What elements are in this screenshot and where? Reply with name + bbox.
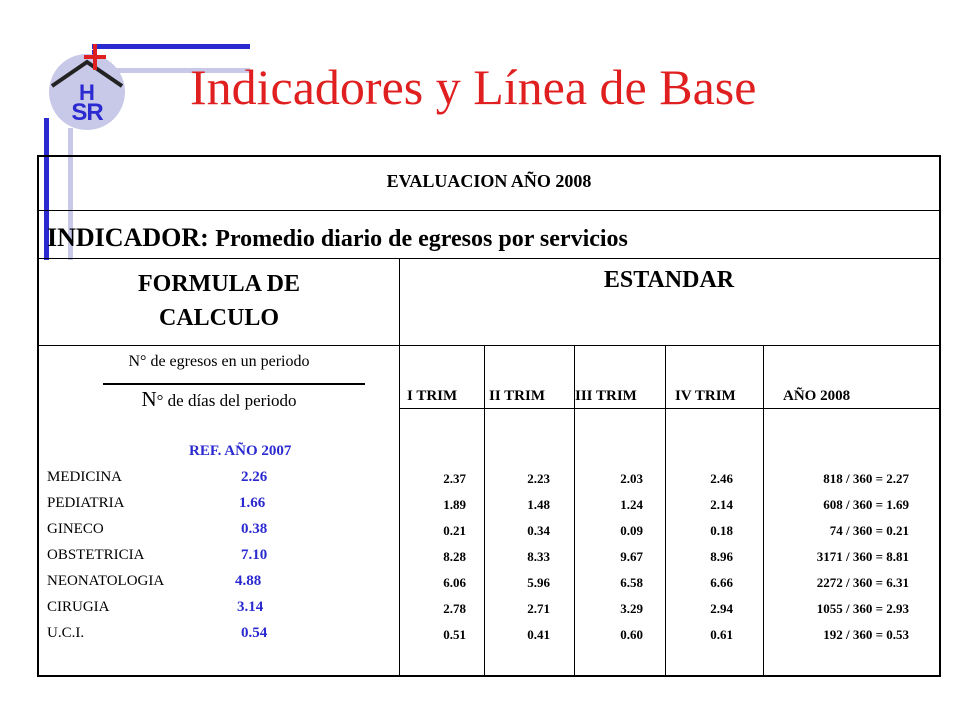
indicator-label: INDICADOR: <box>47 223 209 252</box>
denominator-n: N <box>141 387 157 411</box>
table-cell: 2.37 <box>443 471 466 486</box>
service-name: OBSTETRICIA <box>47 547 145 563</box>
table-cell: 3171 / 360 = 8.81 <box>816 549 909 564</box>
col-header-ii-trim: II TRIM <box>489 388 545 404</box>
reference-year-label: REF. AÑO 2007 <box>189 443 292 459</box>
formula-header <box>39 267 399 335</box>
table-cell: 0.21 <box>443 523 466 538</box>
col-header-iii-trim: III TRIM <box>575 388 637 404</box>
service-row <box>47 547 367 564</box>
col-divider <box>763 345 764 675</box>
table-cell: 0.61 <box>710 627 733 642</box>
logo-letter-h: H <box>79 80 95 105</box>
table-cell: 2272 / 360 = 6.31 <box>816 575 909 590</box>
row-divider <box>39 345 939 346</box>
denominator-text: ° de días del periodo <box>156 391 297 410</box>
table-cell: 1.48 <box>527 497 550 512</box>
col-header-i-trim: I TRIM <box>407 388 458 404</box>
table-cell: 8.33 <box>527 549 550 564</box>
logo-letters-sr: SR <box>71 99 103 126</box>
service-ref-value: 3.14 <box>237 599 264 615</box>
row-divider <box>399 408 939 409</box>
table-cell: 2.23 <box>527 471 550 486</box>
table-cell: 1.89 <box>443 497 466 512</box>
formula-denominator <box>39 387 399 412</box>
service-name: PEDIATRIA <box>47 495 125 511</box>
table-cell: 6.58 <box>620 575 643 590</box>
fraction-bar <box>103 383 365 385</box>
service-ref-value: 7.10 <box>241 547 268 563</box>
logo-cross-h <box>84 55 106 59</box>
page-title: Indicadores y Línea de Base <box>190 59 757 115</box>
service-row <box>47 521 367 538</box>
indicator-value: Promedio diario de egresos por servicios <box>215 226 628 252</box>
formula-header-line1: FORMULA DE <box>138 271 300 297</box>
table-cell: 608 / 360 = 1.69 <box>823 497 909 512</box>
table-cell: 818 / 360 = 2.27 <box>823 471 909 486</box>
service-row <box>47 469 367 486</box>
formula-numerator: N° de egresos en un periodo <box>128 353 310 370</box>
indicator-line <box>47 223 628 253</box>
table-cell: 0.60 <box>620 627 643 642</box>
table-cell: 2.03 <box>620 471 643 486</box>
service-ref-value: 0.38 <box>241 521 268 537</box>
estandar-header: ESTANDAR <box>603 267 735 293</box>
col-divider <box>399 258 400 675</box>
service-name: GINECO <box>47 521 104 537</box>
service-name: MEDICINA <box>47 469 122 485</box>
table-cell: 8.96 <box>710 549 733 564</box>
col-divider <box>665 345 666 675</box>
service-row <box>47 495 367 512</box>
table-cell: 6.06 <box>443 575 466 590</box>
table-cell: 1055 / 360 = 2.93 <box>816 601 909 616</box>
table-cell: 0.51 <box>443 627 466 642</box>
service-row <box>47 599 367 616</box>
service-ref-value: 0.54 <box>241 625 268 641</box>
service-ref-value: 2.26 <box>241 469 268 485</box>
col-divider <box>484 345 485 675</box>
service-name: NEONATOLOGIA <box>47 573 165 589</box>
service-name: CIRUGIA <box>47 599 110 615</box>
service-row <box>47 573 367 590</box>
table-cell: 1.24 <box>620 497 643 512</box>
row-divider <box>39 210 939 211</box>
service-name: U.C.I. <box>47 625 85 641</box>
col-header-ano-2008: AÑO 2008 <box>783 388 851 404</box>
table-cell: 5.96 <box>527 575 550 590</box>
deco-line-top-blue <box>92 44 250 49</box>
indicator-table <box>37 155 941 677</box>
table-cell: 0.09 <box>620 523 643 538</box>
table-cell: 192 / 360 = 0.53 <box>823 627 909 642</box>
table-cell: 2.14 <box>710 497 733 512</box>
table-cell: 2.71 <box>527 601 550 616</box>
table-cell: 74 / 360 = 0.21 <box>829 523 909 538</box>
service-ref-value: 1.66 <box>239 495 266 511</box>
table-cell: 2.94 <box>710 601 733 616</box>
table-cell: 0.34 <box>527 523 550 538</box>
service-row <box>47 625 367 642</box>
table-cell: 8.28 <box>443 549 466 564</box>
formula-header-line2: CALCULO <box>158 305 279 331</box>
table-cell: 3.29 <box>620 601 643 616</box>
evaluation-year: EVALUACION AÑO 2008 <box>386 171 592 191</box>
table-cell: 0.41 <box>527 627 550 642</box>
table-cell: 2.78 <box>443 601 466 616</box>
col-header-iv-trim: IV TRIM <box>675 388 736 404</box>
table-cell: 2.46 <box>710 471 733 486</box>
service-ref-value: 4.88 <box>235 573 262 589</box>
table-cell: 6.66 <box>710 575 733 590</box>
row-divider <box>39 258 939 259</box>
table-cell: 9.67 <box>620 549 643 564</box>
table-cell: 0.18 <box>710 523 733 538</box>
